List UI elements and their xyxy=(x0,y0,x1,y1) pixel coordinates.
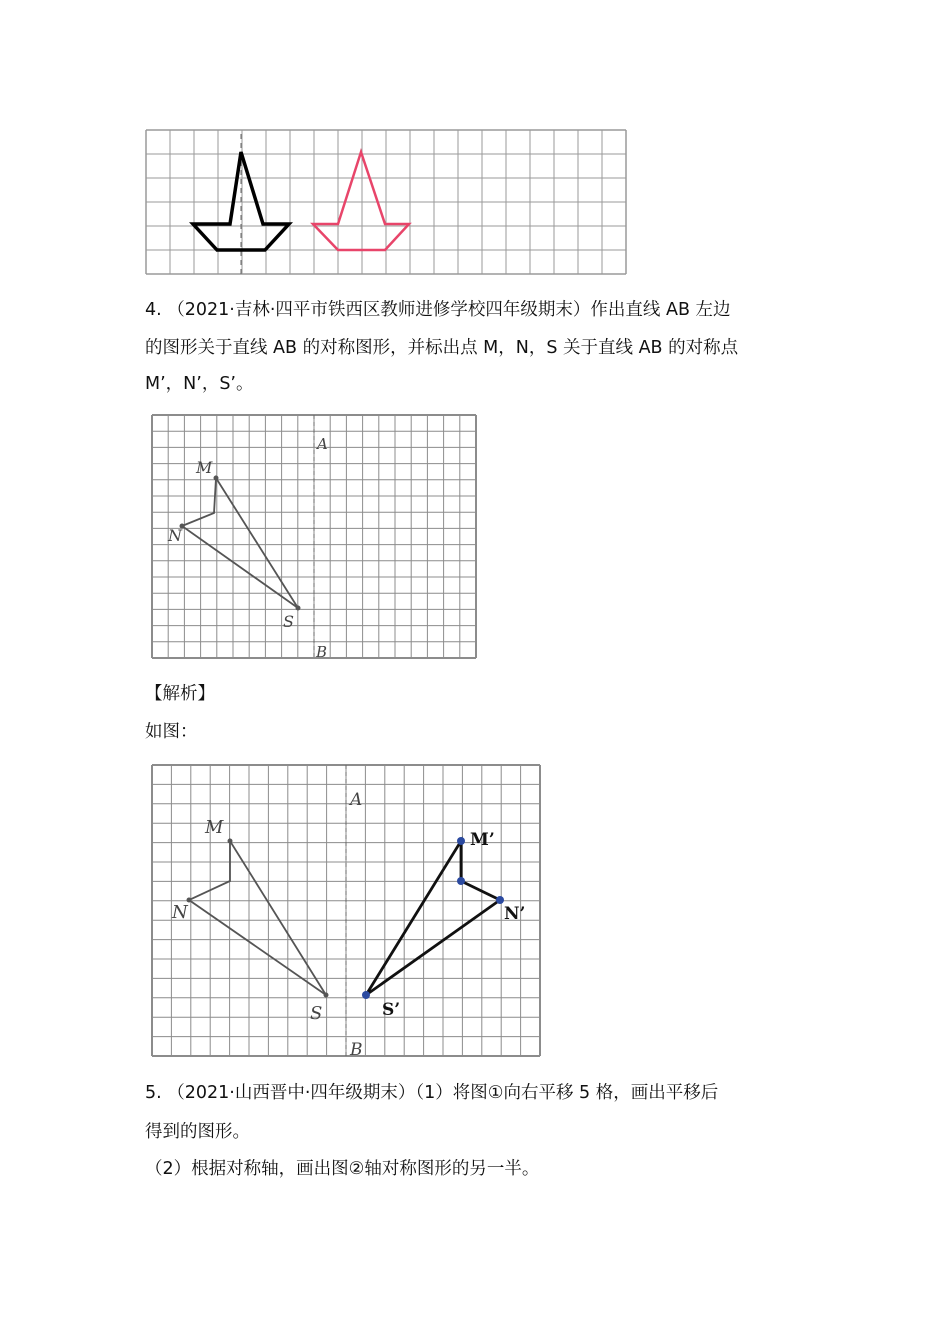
triangle-mns xyxy=(182,478,298,608)
point-m xyxy=(228,839,233,844)
point-m-prime xyxy=(457,837,465,845)
label-m-prime: M’ xyxy=(470,830,495,850)
figure-q4-grid xyxy=(150,413,478,661)
q4-line-3: M’，N’，S’。 xyxy=(145,374,254,394)
label-s: S xyxy=(283,612,294,631)
label-n-prime: N’ xyxy=(504,904,526,924)
analysis-heading: 【解析】 xyxy=(145,684,215,704)
label-m: M xyxy=(196,458,213,477)
point-s xyxy=(296,606,301,611)
q4-line-1: 4. （2021·吉林·四平市铁西区教师进修学校四年级期末）作出直线 AB 左边 xyxy=(145,300,731,320)
figure-boats-grid xyxy=(145,128,627,276)
point-m xyxy=(214,476,219,481)
point-n-prime xyxy=(496,896,504,904)
label-a: A xyxy=(350,790,363,810)
q4-line-2: 的图形关于直线 AB 的对称图形，并标出点 M，N，S 关于直线 AB 的对称点 xyxy=(145,338,739,358)
label-m: M xyxy=(205,817,224,838)
label-s: S xyxy=(310,1003,323,1024)
analysis-intro: 如图： xyxy=(145,722,198,742)
q5-line-3: （2）根据对称轴，画出图②轴对称图形的另一半。 xyxy=(145,1159,540,1179)
grid-lines xyxy=(146,130,626,274)
triangle-mns-prime xyxy=(366,841,500,995)
q5-line-1: 5. （2021·山西晋中·四年级期末）（1）将图①向右平移 5 格，画出平移后 xyxy=(145,1083,719,1103)
point-s xyxy=(324,993,329,998)
pink-boat-shape xyxy=(313,152,409,250)
label-b: B xyxy=(350,1040,363,1059)
q5-line-2: 得到的图形。 xyxy=(145,1122,250,1142)
label-n: N xyxy=(168,526,182,545)
label-n: N xyxy=(172,902,188,923)
point-s-prime xyxy=(362,991,370,999)
triangle-mns xyxy=(189,841,326,995)
figure-solution-grid xyxy=(150,763,542,1059)
label-a: A xyxy=(317,435,328,453)
label-b: B xyxy=(316,643,328,661)
point-corner-prime xyxy=(457,877,465,885)
label-s-prime: S’ xyxy=(382,1000,401,1020)
